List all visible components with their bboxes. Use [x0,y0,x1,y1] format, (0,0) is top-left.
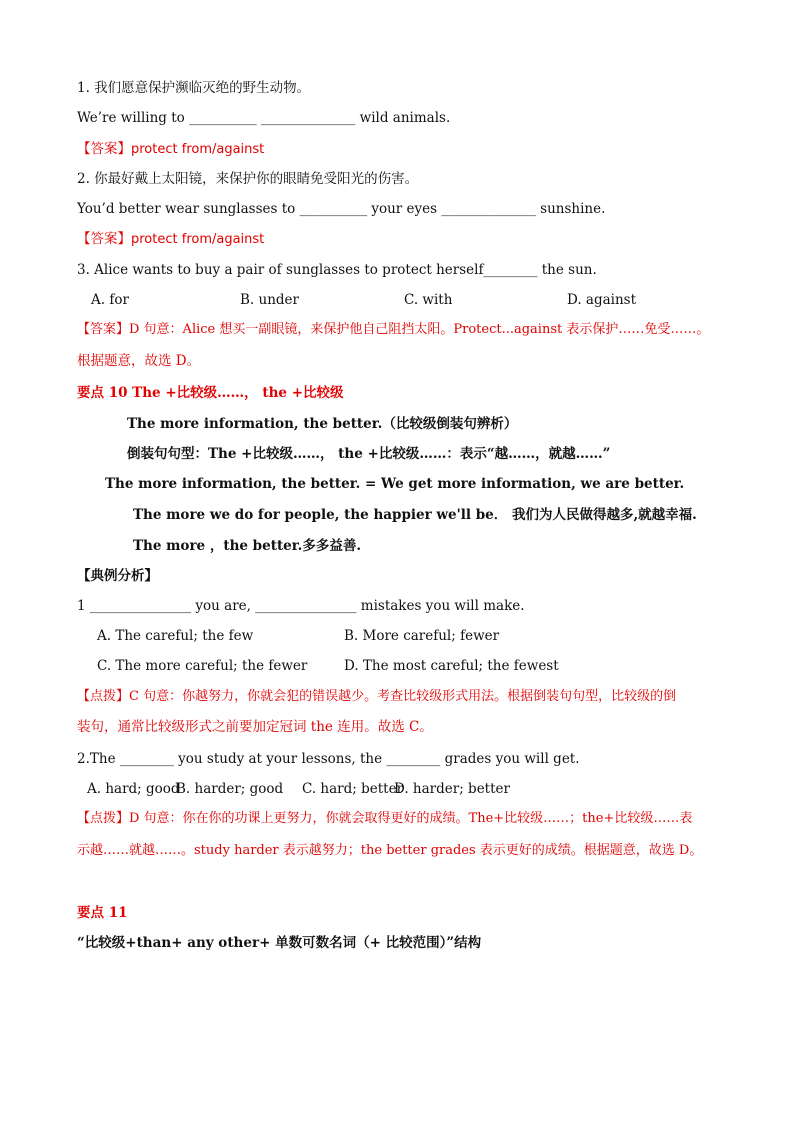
q3-explanation-1: 【答案】D 句意：Alice 想买一副眼镜，来保护他自己阻挡太阳。Protect...against 表示保护……免受……。 [77,322,710,337]
example1-option-d: D. The most careful; the fewest [344,658,559,674]
example2-option-c: C. hard; better [302,781,404,797]
point10-line-5: The more ，the better.多多益善. [133,538,362,554]
point11-title: “比较级+than+ any other+ 单数可数名词（+ 比较范围）”结构 [77,935,482,951]
point10-line-4: The more we do for people, the happier we'll be． 我们为人民做得越多,就越幸福. [133,507,697,523]
example2-stem: 2.The ________ you study at your lessons, the ________ grades you will get. [77,751,580,767]
q3-explanation-2: 根据题意，故选 D。 [77,353,201,369]
q1-english: We’re willing to __________ ______________ wild animals. [77,110,451,126]
q2-chinese: 2. 你最好戴上太阳镜，来保护你的眼睛免受阳光的伤害。 [77,171,419,187]
q3-option-d: D. against [567,292,637,308]
example2-option-b: B. harder; good [176,781,284,797]
example2-option-d: D. harder; better [394,781,510,797]
q3-option-a: A. for [91,292,129,308]
point11-heading: 要点 11 [77,905,128,921]
answer-text: protect from/against [131,142,265,157]
q3-option-b: B. under [240,292,299,308]
q1-chinese: 1. 我们愿意保护濒临灭绝的野生动物。 [77,80,311,96]
point10-line-1: The more information, the better.（比较级倒装句辨析） [127,416,518,432]
example2-explanation-1: 【点拨】D 句意：你在你的功课上更努力，你就会取得更好的成绩。The+比较级……；the+比较级……表 [77,811,693,826]
example1-option-b: B. More careful; fewer [344,628,500,644]
q2-answer [77,230,264,249]
example1-option-a: A. The careful; the few [97,628,254,644]
q2-english: You’d better wear sunglasses to __________ your eyes ______________ sunshine. [77,201,606,217]
q3-stem: 3. Alice wants to buy a pair of sunglasses to protect herself________ the sun. [77,262,597,278]
answer-tag: 【答案】 [77,141,131,157]
example1-stem: 1 _______________ you are, _______________ mistakes you will make. [77,598,525,614]
point10-heading: 要点 10 The +比较级……， the +比较级 [77,385,344,401]
point10-line-3: The more information, the better. = We get more information, we are better. [105,476,685,492]
example2-explanation-2: 示越……就越……。study harder 表示越努力；the better grades 表示更好的成绩。根据题意，故选 D。 [77,843,703,858]
answer-tag: 【答案】 [77,231,131,247]
example1-explanation-1: 【点拨】C 句意：你越努力，你就会犯的错误越少。考查比较级形式用法。根据倒装句句型，比较级的倒 [77,689,677,704]
q3-option-c: C. with [404,292,453,308]
point10-line-2: 倒装句句型：The +比较级……， the +比较级……：表示“越……，就越……” [127,446,611,462]
answer-text: protect from/against [131,232,265,247]
examples-heading: 【典例分析】 [77,568,158,584]
example2-option-a: A. hard; good [87,781,180,797]
example1-explanation-2: 装句，通常比较级形式之前要加定冠词 the 连用。故选 C。 [77,719,433,735]
example1-option-c: C. The more careful; the fewer [97,658,308,674]
q1-answer [77,140,264,159]
